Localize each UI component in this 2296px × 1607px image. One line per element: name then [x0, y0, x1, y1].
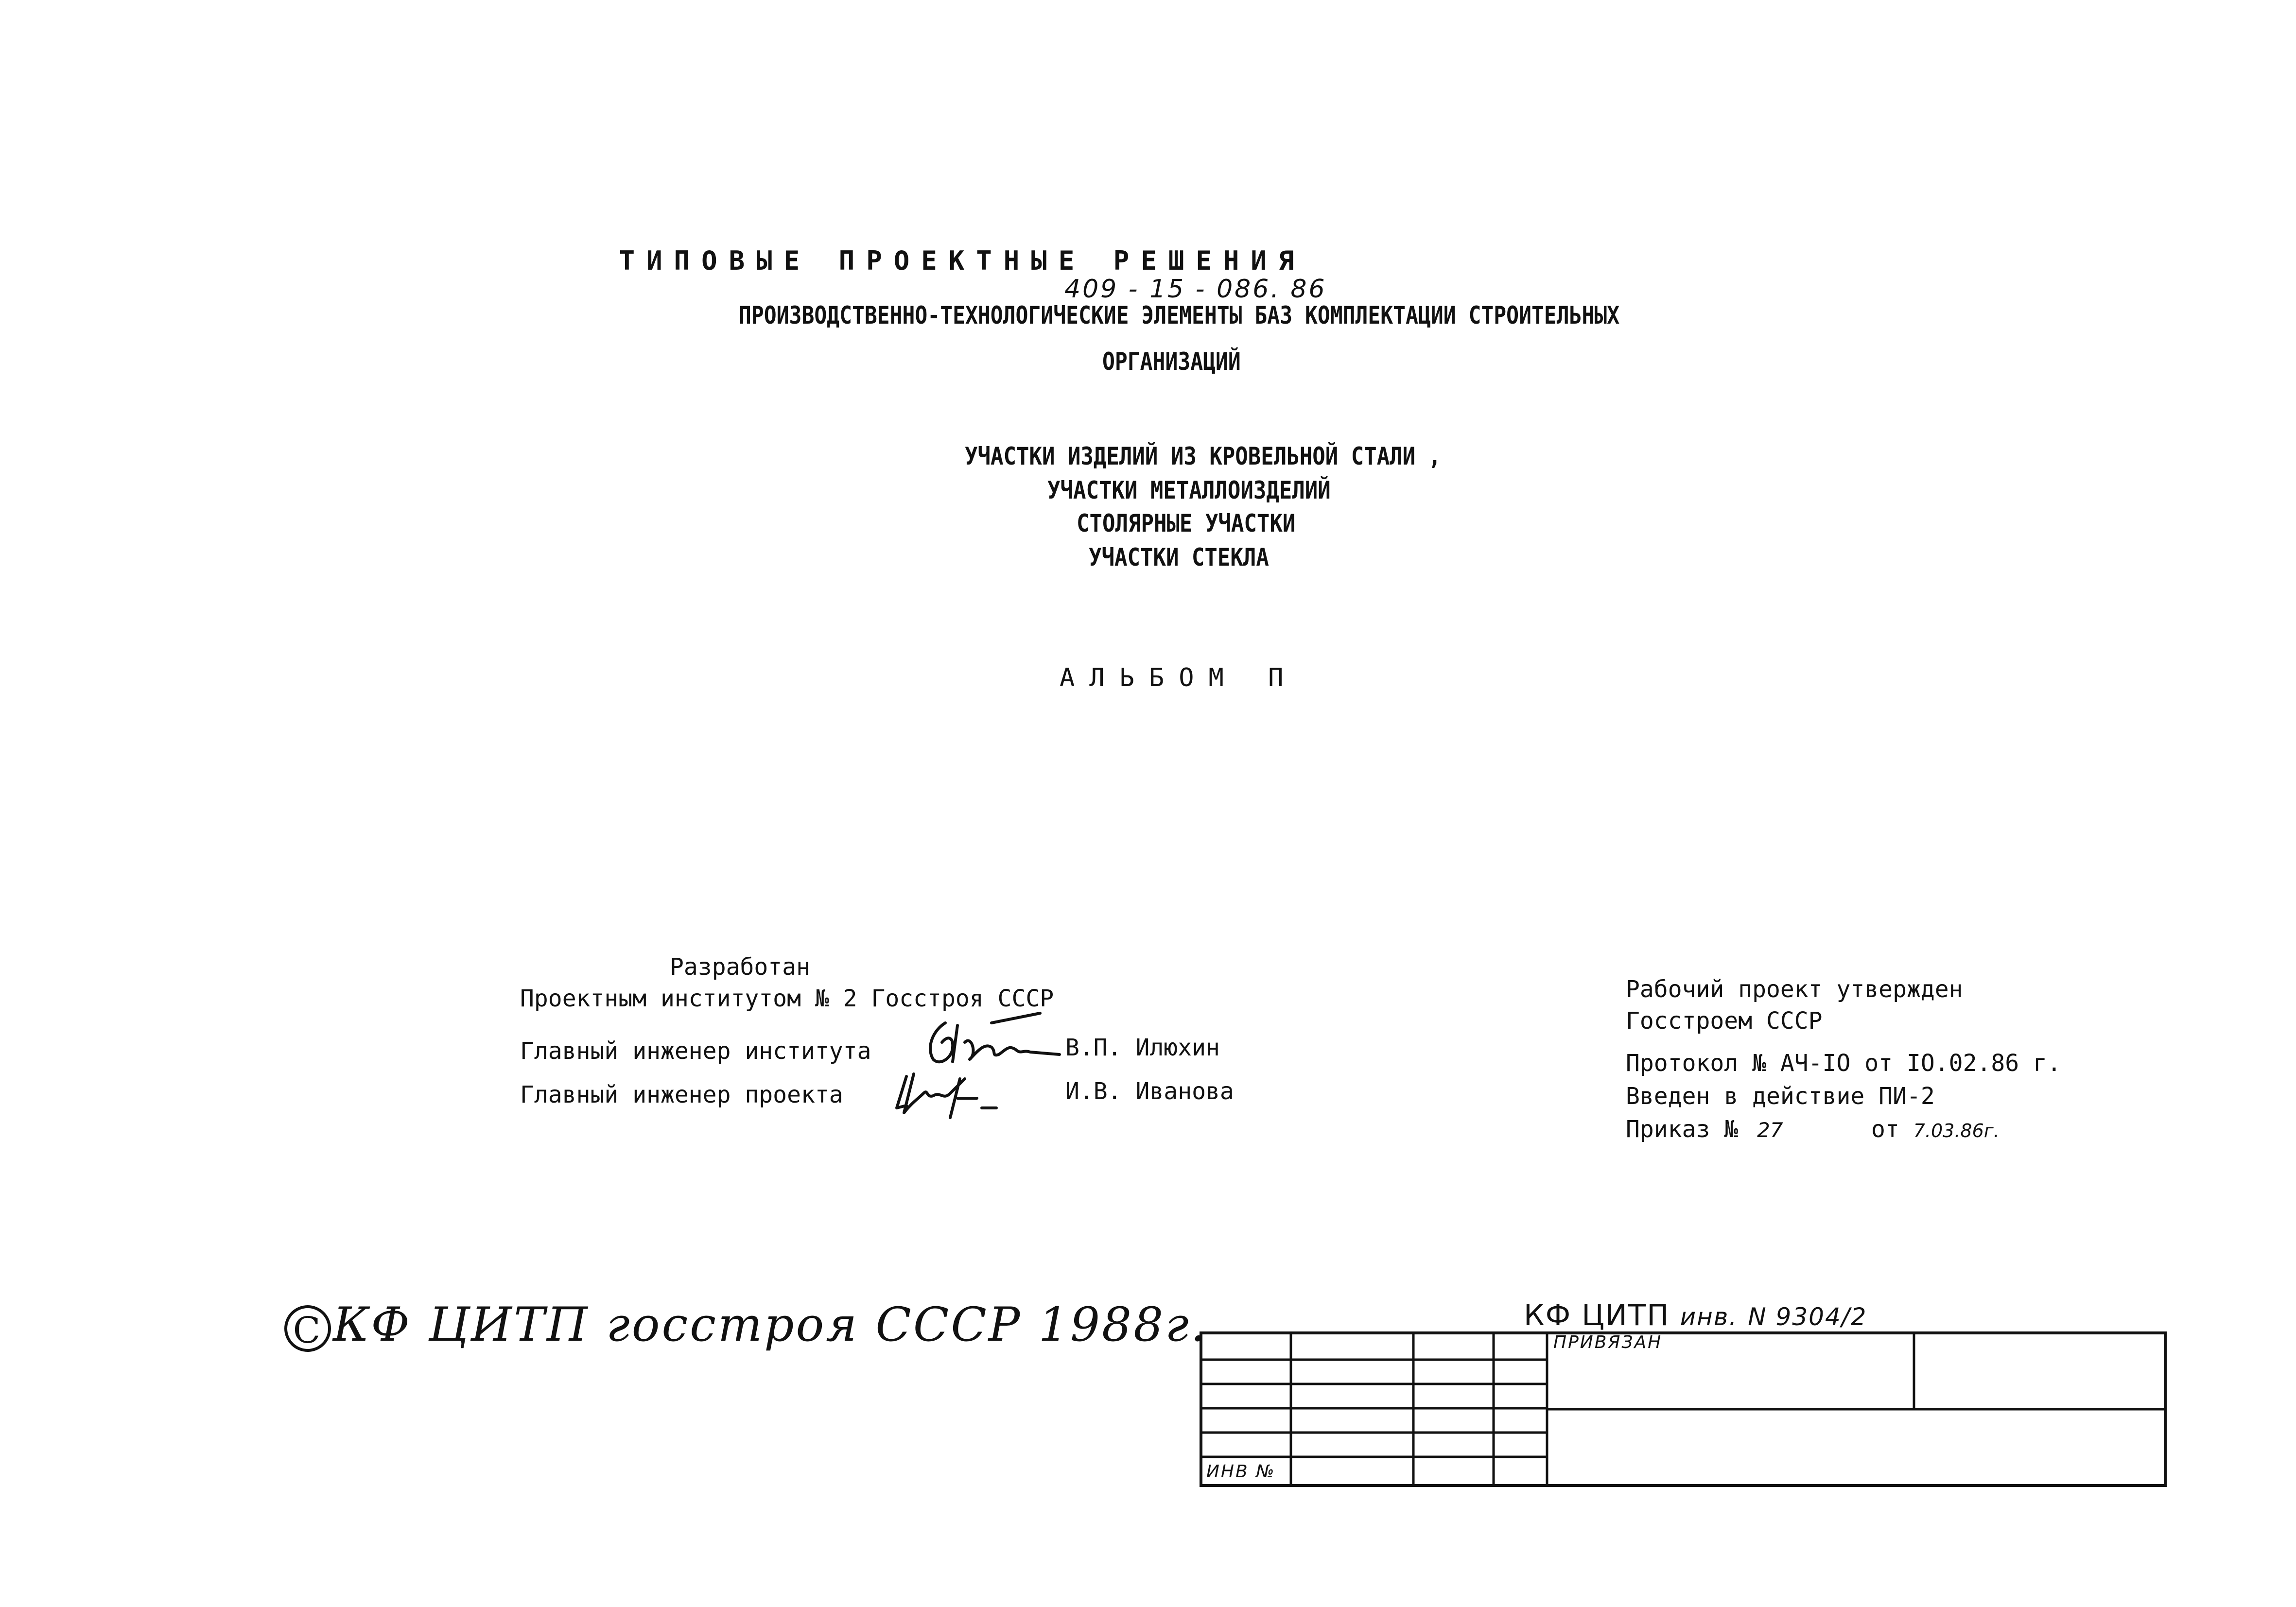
- stamp-table: [1200, 1331, 2167, 1489]
- series-title: ТИПОВЫЕ ПРОЕКТНЫЕ РЕШЕНИЯ: [619, 245, 1306, 276]
- signature-ivanova: [892, 1059, 1004, 1123]
- inventory-number: N 9304/2: [1748, 1303, 1867, 1331]
- approval-enacted: Введен в действие ПИ-2: [1626, 1083, 1935, 1110]
- stamp-privyazan: ПРИВЯЗАН: [1553, 1332, 1663, 1352]
- subject-line-1: ПРОИЗВОДСТВЕННО-ТЕХНОЛОГИЧЕСКИЕ ЭЛЕМЕНТЫ БАЗ КОМПЛЕКТАЦИИ СТРОИТЕЛЬНЫХ: [739, 301, 1620, 329]
- chief-engineer-project-label: Главный инженер проекта: [520, 1081, 843, 1108]
- order-label: Приказ №: [1626, 1116, 1739, 1143]
- album-title: АЛЬБОМ П: [1060, 663, 1298, 692]
- order-date: 7.03.86г.: [1913, 1120, 2000, 1141]
- order-line: [1626, 1116, 1783, 1143]
- section-carpentry: СТОЛЯРНЫЕ УЧАСТКИ: [1077, 509, 1296, 537]
- chief-engineer-institute-label: Главный инженер института: [520, 1037, 871, 1065]
- developed-label: Разработан: [670, 953, 810, 981]
- order-number: 27: [1757, 1118, 1783, 1142]
- copyright-line: [284, 1297, 1207, 1352]
- inventory-prefix: КФ ЦИТП: [1524, 1298, 1670, 1332]
- section-roofing-steel: УЧАСТКИ ИЗДЕЛИЙ ИЗ КРОВЕЛЬНОЙ СТАЛИ ,: [965, 442, 1442, 470]
- order-date-label: от: [1871, 1116, 1899, 1143]
- stamp-inv-no: ИНВ №: [1206, 1462, 1276, 1482]
- approval-line-2: Госстроем СССР: [1626, 1007, 1823, 1035]
- approval-protocol: Протокол № АЧ-IO от IO.02.86 г.: [1626, 1050, 2061, 1077]
- copyright-text: КФ ЦИТП госстроя СССР 1988г.: [333, 1297, 1208, 1352]
- subject-line-2: ОРГАНИЗАЦИЙ: [1102, 347, 1241, 376]
- section-glass: УЧАСТКИ СТЕКЛА: [1089, 543, 1269, 571]
- inventory-inv: инв.: [1680, 1303, 1738, 1331]
- chief-engineer-institute-name: В.П. Илюхин: [1065, 1034, 1220, 1061]
- order-date-line: [1871, 1116, 2000, 1143]
- approval-line-1: Рабочий проект утвержден: [1626, 976, 1963, 1003]
- copyright-icon: C: [284, 1305, 331, 1352]
- inventory-label: [1524, 1298, 1867, 1332]
- document-code: 409 - 15 - 086. 86: [1064, 275, 1327, 304]
- section-metal-products: УЧАСТКИ МЕТАЛЛОИЗДЕЛИЙ: [1047, 476, 1331, 504]
- developer-institute: Проектным институтом № 2 Госстроя СССР: [520, 985, 1054, 1012]
- chief-engineer-project-name: И.В. Иванова: [1065, 1078, 1234, 1105]
